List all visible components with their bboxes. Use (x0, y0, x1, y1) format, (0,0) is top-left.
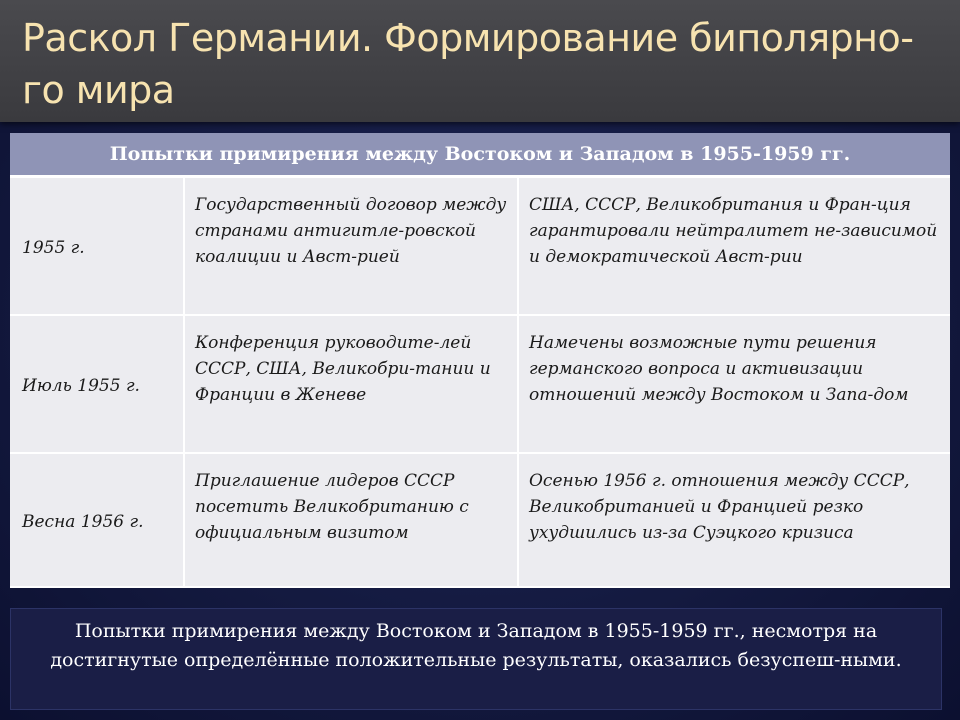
slide-title-line-2: го мира (22, 68, 175, 112)
slide-title (22, 12, 947, 116)
title-bar (0, 0, 960, 122)
conclusion-text: Попытки примирения между Востоком и Западом в 1955-1959 гг., несмотря на достигнутые определённые положительные результаты, оказались безуспеш-ными. (50, 620, 902, 671)
events-table-container (10, 133, 950, 588)
table-header: Попытки примирения между Востоком и Западом в 1955-1959 гг. (10, 133, 950, 177)
events-table (10, 133, 950, 588)
row-result: США, СССР, Великобритания и Фран-ция гарантировали нейтралитет не-зависимой и демократической Авст-рии (518, 177, 950, 316)
row-result: Осенью 1956 г. отношения между СССР, Великобританией и Францией резко ухудшились из-за Суэцкого кризиса (518, 453, 950, 587)
table-row (10, 315, 950, 453)
row-event: Приглашение лидеров СССР посетить Великобританию с официальным визитом (184, 453, 518, 587)
row-date: 1955 г. (10, 177, 184, 316)
table-row (10, 453, 950, 587)
row-event: Государственный договор между странами антигитле-ровской коалиции и Авст-рией (184, 177, 518, 316)
slide-title-line-1: Раскол Германии. Формирование биполярно- (22, 16, 914, 60)
row-result: Намечены возможные пути решения германского вопроса и активизации отношений между Востоком и Запа-дом (518, 315, 950, 453)
row-date: Весна 1956 г. (10, 453, 184, 587)
row-event: Конференция руководите-лей СССР, США, Великобри-тании и Франции в Женеве (184, 315, 518, 453)
table-row (10, 177, 950, 316)
row-date: Июль 1955 г. (10, 315, 184, 453)
conclusion-box (10, 608, 942, 710)
